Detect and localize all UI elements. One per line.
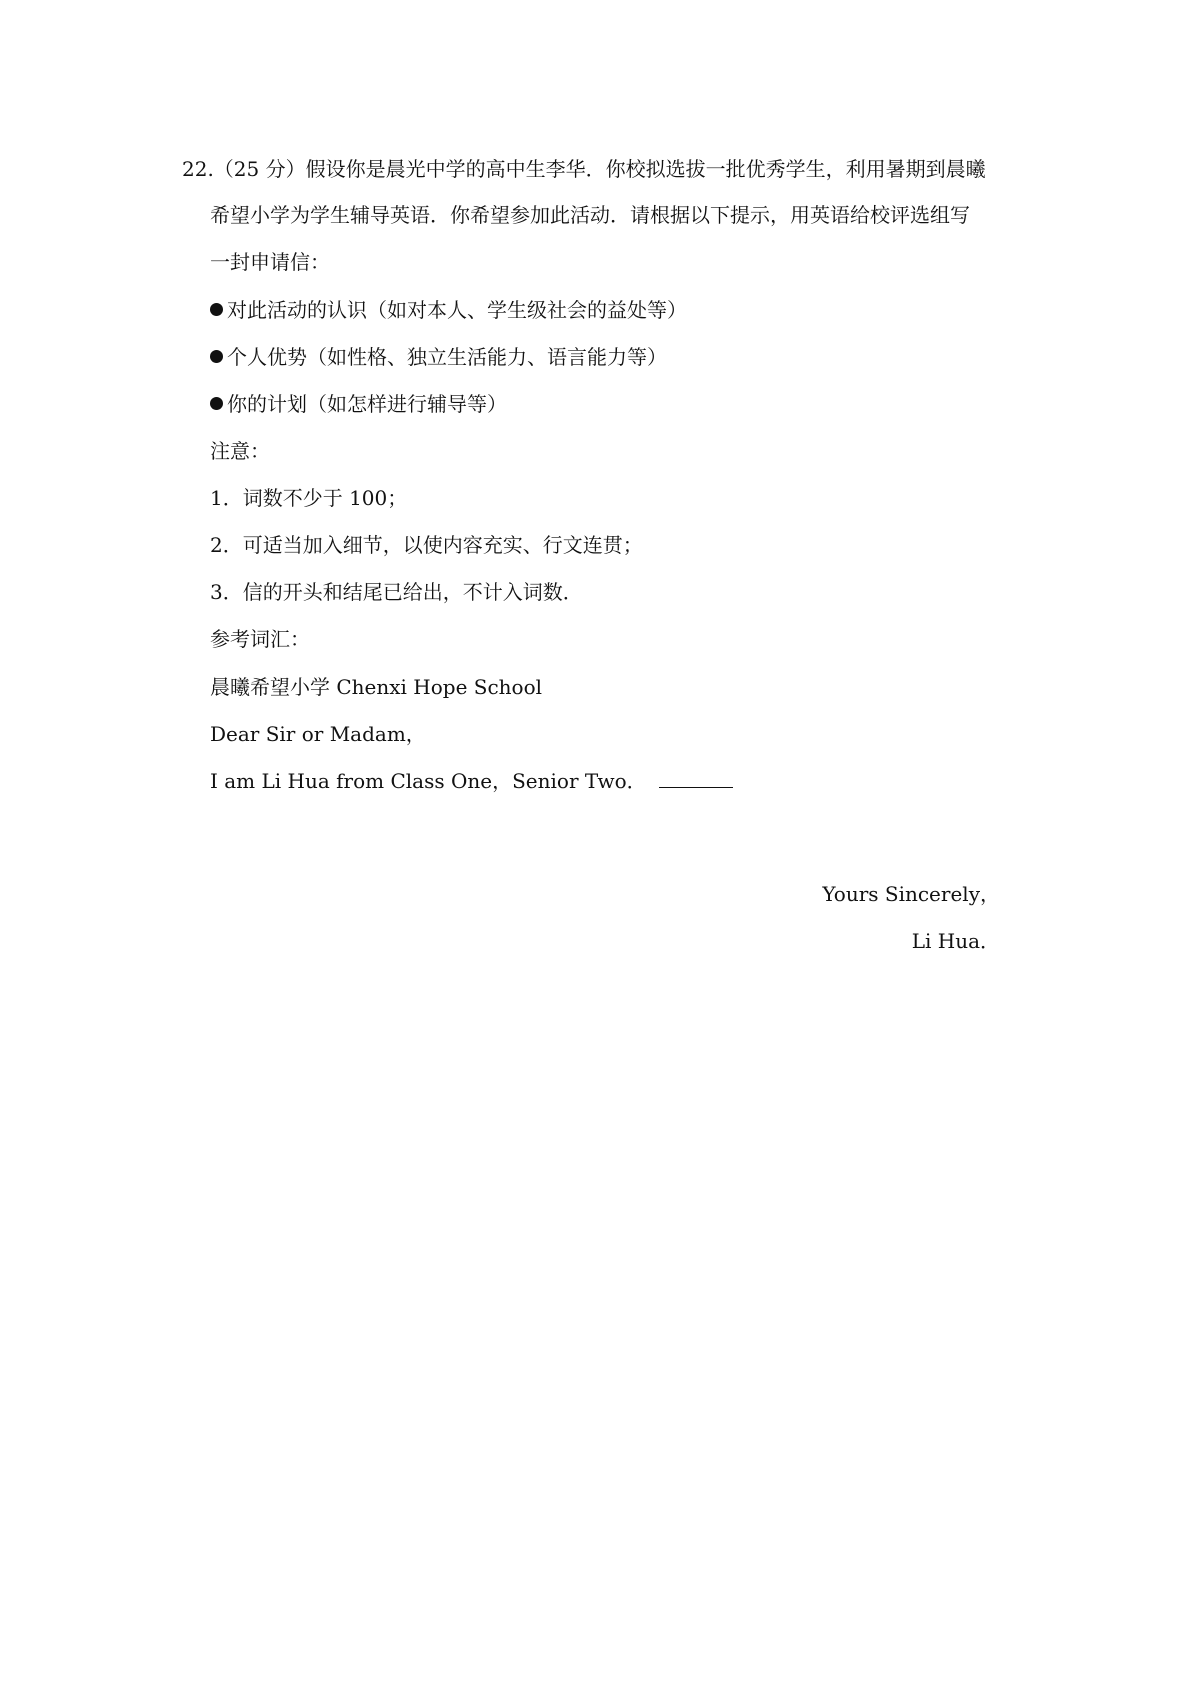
bullet-item-1	[210, 296, 687, 324]
bullet-dot-icon	[210, 350, 223, 363]
bullet-text: 个人优势（如性格、独立生活能力、语言能力等）	[227, 345, 667, 369]
letter-signature: Li Hua．	[911, 929, 1000, 953]
notes-heading: 注意：	[210, 439, 270, 463]
bullet-text: 你的计划（如怎样进行辅导等）	[227, 392, 507, 416]
note-item-1: 1．词数不少于 100；	[210, 486, 408, 510]
question-line-1: 22.（25 分）假设你是晨光中学的高中生李华．你校拟选拔一批优秀学生，利用暑期到晨曦	[182, 157, 986, 181]
bullet-item-2	[210, 343, 667, 371]
bullet-dot-icon	[210, 303, 223, 316]
letter-greeting: Dear Sir or Madam，	[210, 722, 426, 746]
note-item-2: 2．可适当加入细节，以使内容充实、行文连贯；	[210, 533, 643, 557]
vocab-entry: 晨曦希望小学 Chenxi Hope School	[210, 675, 543, 699]
letter-closing: Yours Sincerely，	[822, 882, 1000, 906]
letter-opening	[210, 767, 733, 795]
question-line-3: 一封申请信：	[210, 250, 330, 274]
bullet-dot-icon	[210, 397, 223, 410]
vocab-heading: 参考词汇：	[210, 627, 310, 651]
answer-blank[interactable]	[659, 769, 733, 788]
bullet-text: 对此活动的认识（如对本人、学生级社会的益处等）	[227, 298, 687, 322]
bullet-item-3	[210, 390, 507, 418]
question-line-2: 希望小学为学生辅导英语．你希望参加此活动．请根据以下提示，用英语给校评选组写	[210, 203, 970, 227]
letter-opening-text: I am Li Hua from Class One，Senior Two．	[210, 769, 647, 793]
note-item-3: 3．信的开头和结尾已给出，不计入词数．	[210, 580, 583, 604]
